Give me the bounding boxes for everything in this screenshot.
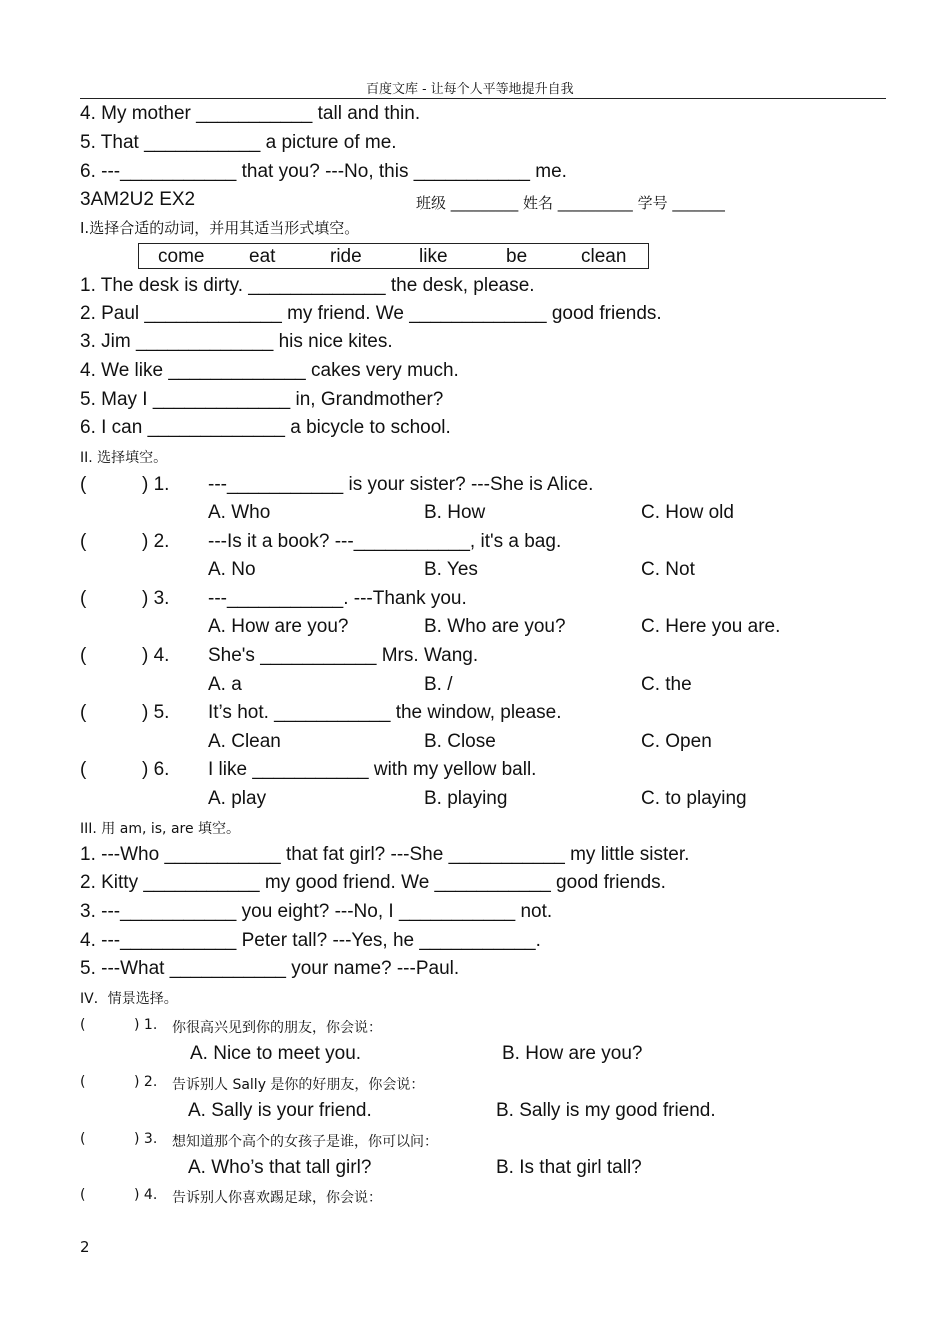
s4-q4-number: ) 4. bbox=[134, 1187, 158, 1203]
s4-q1-question: 你很高兴见到你的朋友，你会说： bbox=[172, 1020, 382, 1036]
top-line-6: 6. ---___________ that you? ---No, this ___________ me. bbox=[80, 161, 567, 182]
word-eat: eat bbox=[249, 246, 276, 267]
s2-q1-question: ---___________ is your sister? ---She is Alice. bbox=[208, 474, 594, 495]
section3-item-4: 4. ---___________ Peter tall? ---Yes, he ___________. bbox=[80, 930, 541, 951]
s2-q4-option-b: B. / bbox=[424, 674, 453, 695]
s2-q3-option-a: A. How are you? bbox=[208, 616, 349, 637]
s2-q2-bracket: ( bbox=[80, 531, 87, 552]
section3-heading: III. 用 am, is, are 填空。 bbox=[80, 821, 241, 837]
s2-q4-question: She's ___________ Mrs. Wang. bbox=[208, 645, 479, 666]
s2-q1-option-c: C. How old bbox=[641, 502, 734, 523]
s2-q6-number: ) 6. bbox=[142, 759, 170, 780]
s2-q6-option-b: B. playing bbox=[424, 788, 508, 809]
s2-q5-option-b: B. Close bbox=[424, 731, 496, 752]
s4-q1-number: ) 1. bbox=[134, 1017, 158, 1033]
word-ride: ride bbox=[330, 246, 362, 267]
page-number: 2 bbox=[80, 1238, 90, 1256]
s4-q4-bracket: ( bbox=[80, 1187, 86, 1203]
s4-q1-option-b: B. How are you? bbox=[502, 1043, 643, 1064]
s2-q5-number: ) 5. bbox=[142, 702, 170, 723]
s4-q2-question: 告诉别人 Sally 是你的好朋友，你会说： bbox=[172, 1077, 425, 1093]
section1-item-6: 6. I can _____________ a bicycle to school. bbox=[80, 417, 451, 438]
s2-q6-question: I like ___________ with my yellow ball. bbox=[208, 759, 537, 780]
s2-q1-option-a: A. Who bbox=[208, 502, 271, 523]
s4-q3-question: 想知道那个高个的女孩子是谁，你可以问： bbox=[172, 1134, 438, 1150]
s2-q2-question: ---Is it a book? ---___________, it's a bag. bbox=[208, 531, 562, 552]
section3-item-5: 5. ---What ___________ your name? ---Paul. bbox=[80, 958, 460, 979]
header-rule bbox=[80, 98, 886, 99]
s2-q5-option-a: A. Clean bbox=[208, 731, 281, 752]
s2-q2-option-b: B. Yes bbox=[424, 559, 478, 580]
s4-q4-question: 告诉别人你喜欢踢足球，你会说： bbox=[172, 1190, 382, 1206]
section1-item-3: 3. Jim _____________ his nice kites. bbox=[80, 331, 393, 352]
s2-q2-option-c: C. Not bbox=[641, 559, 695, 580]
exercise-code: 3AM2U2 EX2 bbox=[80, 189, 196, 210]
word-come: come bbox=[158, 246, 205, 267]
s2-q1-option-b: B. How bbox=[424, 502, 486, 523]
section1-item-1: 1. The desk is dirty. _____________ the desk, please. bbox=[80, 275, 535, 296]
s4-q2-option-a: A. Sally is your friend. bbox=[188, 1100, 372, 1121]
section3-item-2: 2. Kitty ___________ my good friend. We ___________ good friends. bbox=[80, 872, 666, 893]
s2-q3-option-c: C. Here you are. bbox=[641, 616, 781, 637]
s2-q3-bracket: ( bbox=[80, 588, 87, 609]
s2-q6-bracket: ( bbox=[80, 759, 87, 780]
s2-q4-number: ) 4. bbox=[142, 645, 170, 666]
word-box bbox=[138, 243, 649, 269]
page-header: 百度文库 - 让每个人平等地提升自我 bbox=[366, 82, 574, 97]
s4-q2-option-b: B. Sally is my good friend. bbox=[496, 1100, 716, 1121]
s2-q2-number: ) 2. bbox=[142, 531, 170, 552]
s4-q3-bracket: ( bbox=[80, 1131, 86, 1147]
s2-q5-question: It’s hot. ___________ the window, please. bbox=[208, 702, 562, 723]
section1-item-4: 4. We like _____________ cakes very much. bbox=[80, 360, 459, 381]
section4-heading: IV．情景选择。 bbox=[80, 991, 178, 1007]
s4-q2-number: ) 2. bbox=[134, 1074, 158, 1090]
section3-item-1: 1. ---Who ___________ that fat girl? ---She ___________ my little sister. bbox=[80, 844, 690, 865]
s2-q4-option-c: C. the bbox=[641, 674, 692, 695]
student-info-fields: 班级 _________ 姓名 __________ 学号 _______ bbox=[416, 194, 725, 212]
s2-q6-option-c: C. to playing bbox=[641, 788, 747, 809]
section1-item-2: 2. Paul _____________ my friend. We _____________ good friends. bbox=[80, 303, 662, 324]
s2-q3-option-b: B. Who are you? bbox=[424, 616, 566, 637]
s2-q3-number: ) 3. bbox=[142, 588, 170, 609]
s4-q1-option-a: A. Nice to meet you. bbox=[190, 1043, 362, 1064]
section2-heading: II. 选择填空。 bbox=[80, 450, 168, 466]
s2-q5-bracket: ( bbox=[80, 702, 87, 723]
s4-q1-bracket: ( bbox=[80, 1017, 86, 1033]
s2-q4-bracket: ( bbox=[80, 645, 87, 666]
s4-q2-bracket: ( bbox=[80, 1074, 86, 1090]
section1-item-5: 5. May I _____________ in, Grandmother? bbox=[80, 389, 444, 410]
s2-q3-question: ---___________. ---Thank you. bbox=[208, 588, 467, 609]
s2-q4-option-a: A. a bbox=[208, 674, 242, 695]
top-line-5: 5. That ___________ a picture of me. bbox=[80, 132, 397, 153]
s2-q1-bracket: ( bbox=[80, 474, 87, 495]
word-be: be bbox=[506, 246, 528, 267]
s2-q2-option-a: A. No bbox=[208, 559, 256, 580]
s2-q5-option-c: C. Open bbox=[641, 731, 712, 752]
s4-q3-number: ) 3. bbox=[134, 1131, 158, 1147]
s4-q3-option-b: B. Is that girl tall? bbox=[496, 1157, 642, 1178]
word-like: like bbox=[419, 246, 448, 267]
section3-item-3: 3. ---___________ you eight? ---No, I ___________ not. bbox=[80, 901, 553, 922]
s4-q3-option-a: A. Who’s that tall girl? bbox=[188, 1157, 372, 1178]
s2-q1-number: ) 1. bbox=[142, 474, 170, 495]
word-clean: clean bbox=[581, 246, 627, 267]
top-line-4: 4. My mother ___________ tall and thin. bbox=[80, 103, 421, 124]
section1-heading: Ⅰ.选择合适的动词，并用其适当形式填空。 bbox=[80, 219, 360, 237]
s2-q6-option-a: A. play bbox=[208, 788, 267, 809]
